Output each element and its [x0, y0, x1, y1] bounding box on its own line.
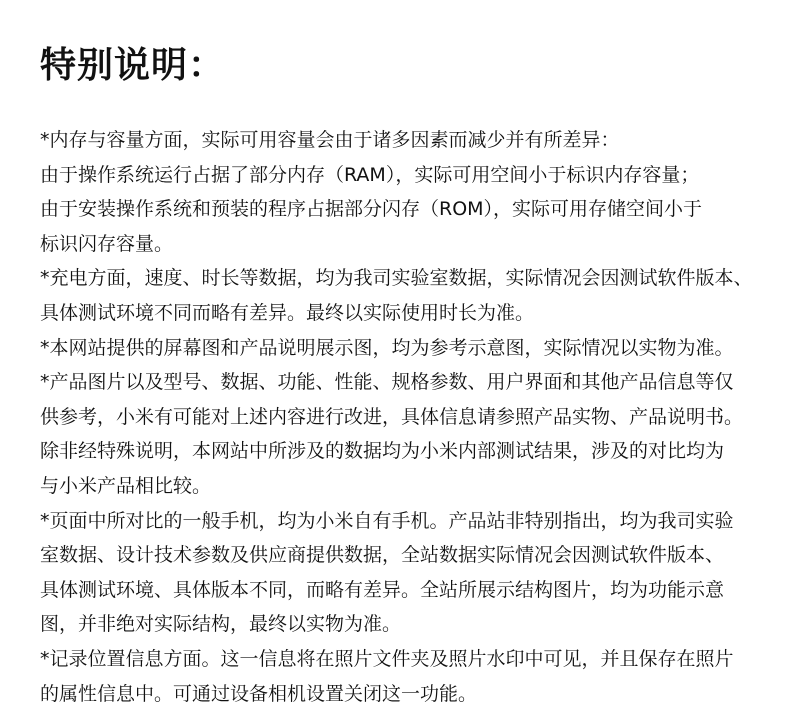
- notice-line-ram: 由于操作系统运行占据了部分内存（RAM），实际可用空间小于标识内存容量；: [40, 163, 700, 186]
- notice-line-rom: 由于安装操作系统和预装的程序占据部分闪存（ROM），实际可用存储空间小于: [40, 198, 703, 221]
- notice-line-location-cont: 的属性信息中。可通过设备相机设置关闭这一功能。: [40, 682, 478, 705]
- notice-line-memory-heading: *内存与容量方面，实际可用容量会由于诸多因素而减少并有所差异：: [40, 129, 620, 151]
- notice-line-location: *记录位置信息方面。这一信息将在照片文件夹及照片水印中可见，并且保存在照片: [40, 647, 734, 670]
- notice-line-test-data-cont: 与小米产品相比较。: [40, 474, 212, 497]
- notice-line-comparison-cont-2: 具体测试环境、具体版本不同，而略有差异。全站所展示结构图片，均为功能示意: [40, 578, 725, 601]
- notice-line-charging: *充电方面，速度、时长等数据，均为我司实验室数据，实际情况会因测试软件版本、: [40, 267, 753, 290]
- notice-line-test-data: 除非经特殊说明，本网站中所涉及的数据均为小米内部测试结果，涉及的对比均为: [40, 440, 725, 463]
- notice-line-charging-cont: 具体测试环境不同而略有差异。最终以实际使用时长为准。: [40, 301, 535, 324]
- notice-line-comparison-cont-1: 室数据、设计技术参数及供应商提供数据，全站数据实际情况会因测试软件版本、: [40, 544, 725, 567]
- notice-line-screen-images: *本网站提供的屏幕图和产品说明展示图，均为参考示意图，实际情况以实物为准。: [40, 336, 734, 359]
- notice-line-product-images: *产品图片以及型号、数据、功能、性能、规格参数、用户界面和其他产品信息等仅: [40, 371, 734, 394]
- notice-line-rom-cont: 标识闪存容量。: [40, 232, 174, 255]
- notice-line-comparison-cont-3: 图，并非绝对实际结构，最终以实物为准。: [40, 613, 402, 636]
- notice-line-comparison: *页面中所对比的一般手机，均为小米自有手机。产品站非特别指出，均为我司实验: [40, 509, 734, 532]
- notice-line-product-images-cont: 供参考，小米有可能对上述内容进行改进，具体信息请参照产品实物、产品说明书。: [40, 405, 744, 428]
- page-title: 特别说明：: [40, 45, 226, 86]
- notice-body: [40, 123, 760, 711]
